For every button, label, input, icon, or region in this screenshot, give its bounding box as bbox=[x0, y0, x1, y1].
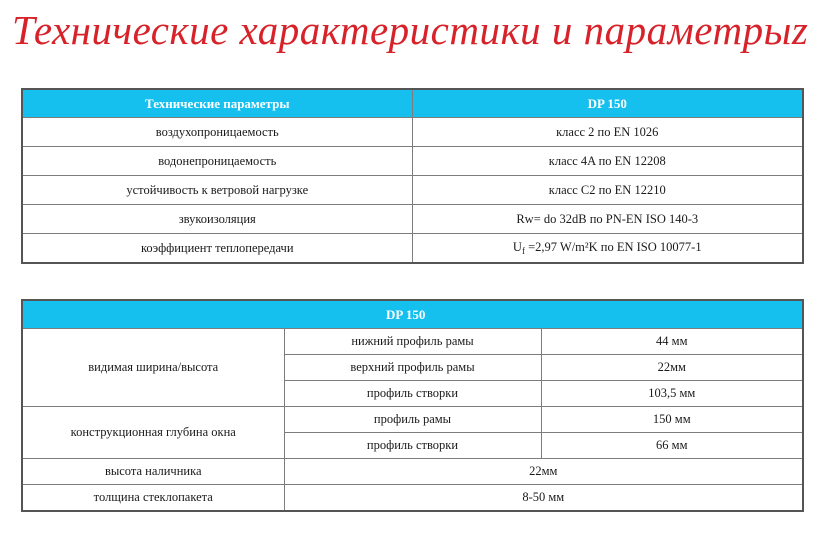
param-value: класс 2 по EN 1026 bbox=[412, 118, 803, 147]
table-row bbox=[22, 205, 803, 234]
table-row bbox=[22, 329, 803, 355]
sub-param-name: нижний профиль рамы bbox=[284, 329, 541, 355]
row-value: 22мм bbox=[284, 459, 803, 485]
sub-param-name: верхний профиль рамы bbox=[284, 355, 541, 381]
group-label: конструкционная глубина окна bbox=[22, 407, 284, 459]
table-row bbox=[22, 407, 803, 433]
sub-param-value: 150 мм bbox=[541, 407, 803, 433]
param-name: коэффициент теплопередачи bbox=[22, 234, 412, 264]
param-value: класс 4A по EN 12208 bbox=[412, 147, 803, 176]
page-title: Технические характеристики и параметрыz bbox=[12, 7, 809, 53]
sub-param-value: 66 мм bbox=[541, 433, 803, 459]
sub-param-name: профиль створки bbox=[284, 433, 541, 459]
param-name: звукоизоляция bbox=[22, 205, 412, 234]
param-name: воздухопроницаемость bbox=[22, 118, 412, 147]
row-label: высота наличника bbox=[22, 459, 284, 485]
column-header-model: DP 150 bbox=[412, 89, 803, 118]
table-header-row bbox=[22, 89, 803, 118]
technical-parameters-table bbox=[21, 88, 804, 264]
param-name: водонепроницаемость bbox=[22, 147, 412, 176]
dimensions-table bbox=[21, 299, 804, 512]
table-row bbox=[22, 176, 803, 205]
u-subscript: f bbox=[521, 246, 525, 256]
param-value: класс C2 по EN 12210 bbox=[412, 176, 803, 205]
sub-param-value: 44 мм bbox=[541, 329, 803, 355]
table-row bbox=[22, 147, 803, 176]
u-symbol: U bbox=[512, 240, 522, 254]
row-label: толщина стеклопакета bbox=[22, 485, 284, 512]
param-value bbox=[412, 234, 803, 264]
table-header-row bbox=[22, 300, 803, 329]
param-name: устойчивость к ветровой нагрузке bbox=[22, 176, 412, 205]
table-row bbox=[22, 459, 803, 485]
u-value-text: =2,97 W/m²K по EN ISO 10077-1 bbox=[524, 240, 702, 254]
param-value: Rw= do 32dB по PN-EN ISO 140-3 bbox=[412, 205, 803, 234]
row-value: 8-50 мм bbox=[284, 485, 803, 512]
table-row bbox=[22, 485, 803, 512]
sub-param-name: профиль створки bbox=[284, 381, 541, 407]
sub-param-name: профиль рамы bbox=[284, 407, 541, 433]
sub-param-value: 22мм bbox=[541, 355, 803, 381]
table-row bbox=[22, 234, 803, 264]
sub-param-value: 103,5 мм bbox=[541, 381, 803, 407]
group-label: видимая ширина/высота bbox=[22, 329, 284, 407]
table-row bbox=[22, 118, 803, 147]
table-header-model: DP 150 bbox=[22, 300, 803, 329]
column-header-parameters: Технические параметры bbox=[22, 89, 412, 118]
